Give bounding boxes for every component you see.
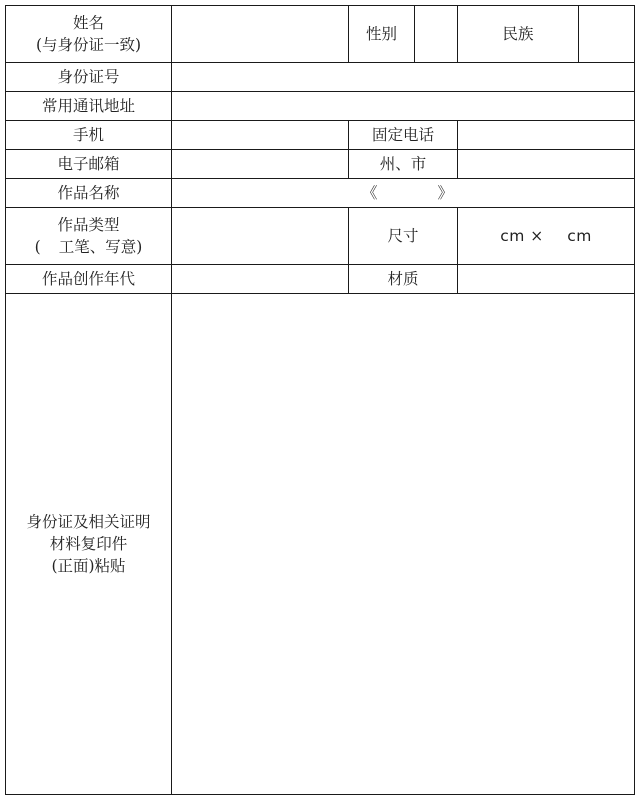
size-unit-2: cm xyxy=(567,227,592,245)
type-label: 作品类型 xyxy=(57,216,120,234)
year-label: 作品创作年代 xyxy=(6,265,172,294)
email-label: 电子邮箱 xyxy=(6,150,172,179)
size-times: × xyxy=(530,227,544,245)
address-field[interactable] xyxy=(172,92,635,121)
type-paren-close: ) xyxy=(136,238,143,256)
size-label: 尺寸 xyxy=(349,208,458,265)
ethnicity-label: 民族 xyxy=(458,6,579,63)
type-field[interactable] xyxy=(172,208,349,265)
row-email xyxy=(6,150,635,179)
attachment-label-line2: 材料复印件 xyxy=(49,535,128,553)
title-label: 作品名称 xyxy=(6,179,172,208)
title-close-bracket: 》 xyxy=(437,184,454,202)
row-type xyxy=(6,208,635,265)
name-label: 姓名 xyxy=(72,14,104,32)
mobile-field[interactable] xyxy=(172,121,349,150)
attachment-label-cell xyxy=(6,294,172,795)
registration-form-table xyxy=(5,5,635,795)
id-number-field[interactable] xyxy=(172,63,635,92)
size-field[interactable] xyxy=(458,208,635,265)
mobile-label: 手机 xyxy=(6,121,172,150)
type-options-text: 工笔、写意 xyxy=(58,238,137,256)
row-name xyxy=(6,6,635,63)
gender-label: 性别 xyxy=(349,6,415,63)
size-unit-1: cm xyxy=(500,227,525,245)
name-label-note: (与身份证一致) xyxy=(35,36,142,54)
region-field[interactable] xyxy=(458,150,635,179)
attachment-label-line3: (正面)粘贴 xyxy=(51,557,126,575)
type-label-cell xyxy=(6,208,172,265)
gender-field[interactable] xyxy=(415,6,458,63)
row-title xyxy=(6,179,635,208)
material-label: 材质 xyxy=(349,265,458,294)
type-paren-open: ( xyxy=(34,238,41,256)
year-field[interactable] xyxy=(172,265,349,294)
region-label: 州、市 xyxy=(349,150,458,179)
landline-field[interactable] xyxy=(458,121,635,150)
name-field[interactable] xyxy=(172,6,349,63)
name-label-cell xyxy=(6,6,172,63)
id-number-label: 身份证号 xyxy=(6,63,172,92)
row-id-number xyxy=(6,63,635,92)
email-field[interactable] xyxy=(172,150,349,179)
row-address xyxy=(6,92,635,121)
attachment-paste-area[interactable] xyxy=(172,294,635,795)
ethnicity-field[interactable] xyxy=(579,6,635,63)
address-label: 常用通讯地址 xyxy=(6,92,172,121)
type-options xyxy=(6,236,171,258)
material-field[interactable] xyxy=(458,265,635,294)
title-open-bracket: 《 xyxy=(362,184,378,202)
row-mobile xyxy=(6,121,635,150)
attachment-label-line1: 身份证及相关证明 xyxy=(26,513,151,531)
title-field[interactable] xyxy=(172,179,635,208)
landline-label: 固定电话 xyxy=(349,121,458,150)
row-attachment xyxy=(6,294,635,795)
row-year xyxy=(6,265,635,294)
